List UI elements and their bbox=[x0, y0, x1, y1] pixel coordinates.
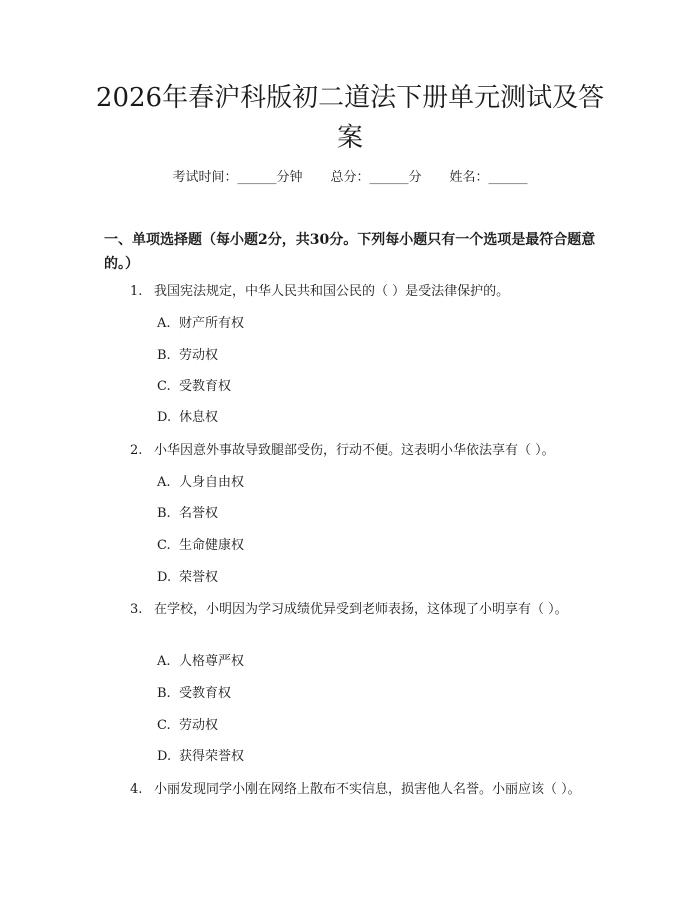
option-text: 名誉权 bbox=[179, 506, 219, 521]
exam-time-unit: 分钟 bbox=[276, 170, 303, 185]
exam-time-label: 考试时间： bbox=[172, 170, 238, 185]
question-number: 3. bbox=[130, 602, 143, 617]
document-title: 2026年春沪科版初二道法下册单元测试及答案 bbox=[95, 83, 605, 153]
option-text: 获得荣誉权 bbox=[179, 749, 245, 764]
option-text: 劳动权 bbox=[179, 718, 219, 733]
question-1-option-d bbox=[157, 408, 218, 428]
option-letter: C. bbox=[157, 379, 171, 394]
question-3-option-b bbox=[157, 684, 231, 704]
option-text: 受教育权 bbox=[179, 686, 232, 701]
question-2-option-c bbox=[157, 536, 244, 556]
option-letter: A. bbox=[157, 316, 171, 331]
option-text: 人格尊严权 bbox=[179, 654, 245, 669]
exam-time-blank: ______ bbox=[237, 170, 277, 185]
question-3-stem bbox=[104, 599, 600, 621]
total-score-label: 总分： bbox=[330, 170, 370, 185]
option-text: 受教育权 bbox=[179, 379, 232, 394]
option-letter: A. bbox=[157, 654, 171, 669]
question-number: 2. bbox=[130, 443, 143, 458]
option-text: 财产所有权 bbox=[179, 316, 245, 331]
option-text: 休息权 bbox=[179, 410, 219, 425]
question-1-option-c bbox=[157, 377, 231, 397]
question-1-stem bbox=[104, 281, 600, 303]
option-letter: D. bbox=[157, 749, 172, 764]
question-text: 小丽发现同学小刚在网络上散布不实信息，损害他人名誉。小丽应该（ ）。 bbox=[154, 782, 581, 797]
option-letter: C. bbox=[157, 718, 171, 733]
option-letter: C. bbox=[157, 538, 171, 553]
question-3-option-a bbox=[157, 652, 244, 672]
option-letter: B. bbox=[157, 506, 171, 521]
total-score-unit: 分 bbox=[408, 170, 422, 185]
option-letter: B. bbox=[157, 686, 171, 701]
student-name-blank: ______ bbox=[488, 170, 528, 185]
option-letter: A. bbox=[157, 475, 171, 490]
question-3-option-c bbox=[157, 716, 218, 736]
question-1-option-a bbox=[157, 314, 244, 334]
option-text: 生命健康权 bbox=[179, 538, 245, 553]
section-heading: 一、单项选择题（每小题2分，共30分。下列每小题只有一个选项是最符合题意的。） bbox=[104, 232, 596, 272]
question-2-option-d bbox=[157, 568, 218, 588]
question-number: 1. bbox=[130, 284, 143, 299]
question-3-option-d bbox=[157, 747, 244, 767]
question-text: 小华因意外事故导致腿部受伤，行动不便。这表明小华依法享有（ ）。 bbox=[154, 443, 555, 458]
question-4-stem bbox=[104, 779, 600, 801]
option-text: 人身自由权 bbox=[179, 475, 245, 490]
option-text: 荣誉权 bbox=[179, 570, 219, 585]
option-text: 劳动权 bbox=[179, 348, 219, 363]
total-score-blank: ______ bbox=[369, 170, 409, 185]
option-letter: D. bbox=[157, 570, 172, 585]
option-letter: D. bbox=[157, 410, 172, 425]
question-number: 4. bbox=[130, 782, 143, 797]
question-text: 我国宪法规定，中华人民共和国公民的（ ）是受法律保护的。 bbox=[154, 284, 510, 299]
question-text: 在学校，小明因为学习成绩优异受到老师表扬，这体现了小明享有（ ）。 bbox=[154, 602, 568, 617]
question-1-option-b bbox=[157, 346, 218, 366]
exam-info-line bbox=[0, 168, 700, 188]
question-2-option-a bbox=[157, 473, 244, 493]
question-2-stem bbox=[104, 440, 600, 462]
student-name-label: 姓名： bbox=[449, 170, 489, 185]
question-2-option-b bbox=[157, 504, 218, 524]
option-letter: B. bbox=[157, 348, 171, 363]
